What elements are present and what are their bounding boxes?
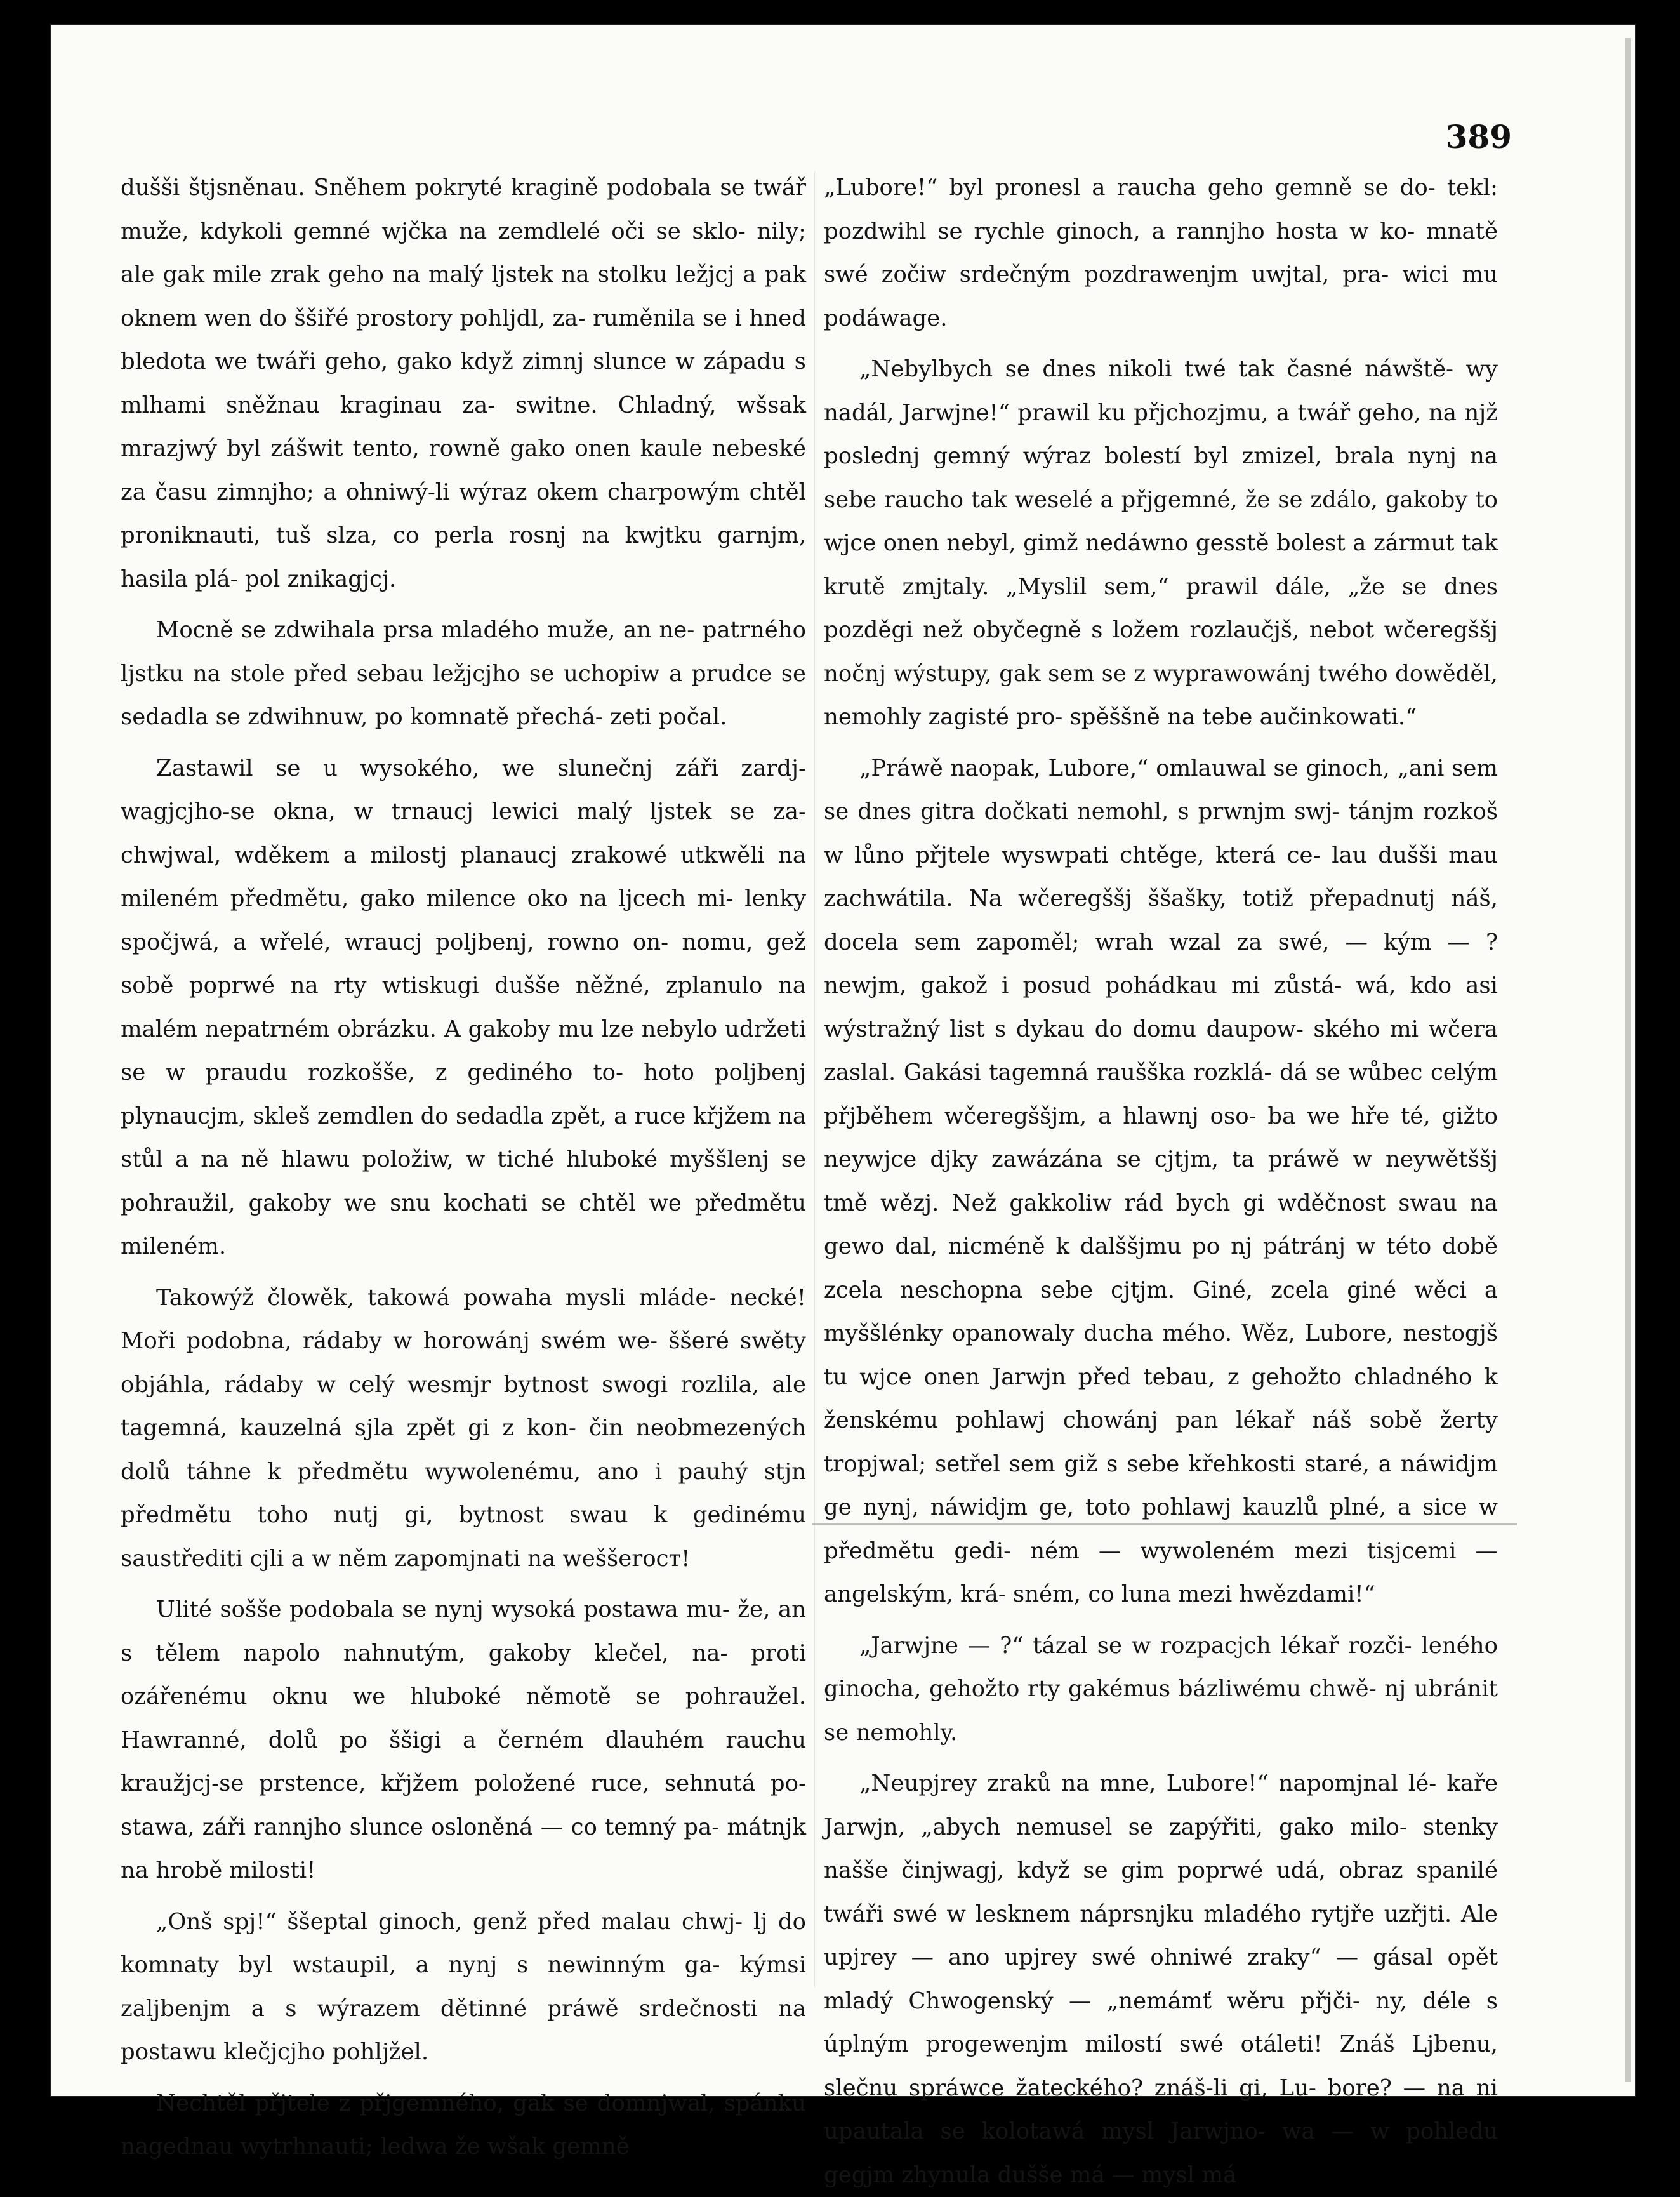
paragraph: „Neupjrey zraků na mne, Lubore!“ napomjnal lé- kaře Jarwjn, „abych nemusel se zapýřiti, gako milo- stenky našše činjwagj, když se gim poprwé udá, obraz spanilé twáři swé w lesknem náprsnjku mladého rytjře uzřjti. Ale upjrey — ano upjrey swé ohniwé zraky“ — gásal opět mladý Chwogenský — „nemámť wěru přjči- ny, déle s úplným progewenjm milostí swé otáleti! Znáš Ljbenu, slečnu spráwce žateckého? znáš-li gi, Lu- bore? — na ni upautala se kolotawá mysl Jarwjno- wa — w pohledu gegjm zhynula dušše má — mysl má bbox=[824, 1770, 1498, 2188]
paragraph: dušši štjsněnau. Sněhem pokryté kragině podobala se twář muže, kdykoli gemné wjčka na zemdlelé oči se sklo- nily; ale gak mile zrak geho na malý ljstek na stolku ležjcj a pak oknem wen do ššiřé prostory pohljdl, za- ruměnila se i hned bledota we twáři geho, gako když zimnj slunce w západu s mlhami sněžnau kraginau za- switne. Chladný, wšsak mrazjwý byl zášwit tento, rowně gako onen kaule nebeské za času zimnjho; a ohniwý-li wýraz okem charpowým chtěl proniknauti, tuš slza, co perla rosnj na kwjtku garnjm, hasila plá- pol znikagjcj. bbox=[121, 175, 806, 592]
paragraph: „Jarwjne — ?“ tázal se w rozpacjch lékař rozči- leného ginocha, gehožto rty gakémus bázliwému chwě- nj ubránit se nemohly. bbox=[824, 1632, 1498, 1746]
paragraph: „Lubore!“ byl pronesl a raucha geho gemně se do- tekl: pozdwihl se rychle ginoch, a rannjho hosta w ko- mnatě swé zočiw srdečným pozdrawenjm uwjtal, pra- wici mu podáwage. bbox=[824, 175, 1498, 331]
left-text-column bbox=[121, 166, 806, 2160]
paragraph: Zastawil se u wysokého, we slunečnj záři zardj- wagjcjho-se okna, w trnaucj lewici malý ljstek se za- chwjwal, wděkem a milostj planaucj zrakowé utkwěli na mileném předmětu, gako milence oko na ljcech mi- lenky spočjwá, a wřelé, wraucj poljbenj, rowno on- nomu, gež sobě poprwé na rty wtiskugi dušše něžné, zplanulo na malém nepatrném obrázku. A gakoby mu lze nebylo udržeti se w praudu rozkošše, z gediného to- hoto poljbenj plynaucjm, skleš zemdlen do sedadla zpět, a ruce křjžem na stůl a na ně hlawu položiw, w tiché hluboké myššlenj se pohraužil, gakoby we snu kochati se chtěl we předmětu mileném. bbox=[121, 755, 806, 1259]
page-number: 389 bbox=[1445, 118, 1512, 156]
paragraph: „Onš spj!“ ššeptal ginoch, genž před malau chwj- lj do komnaty byl wstaupil, a nynj s newinným ga- kýmsi zaljbenjm a s wýrazem dětinné práwě srdečnosti na postawu klečjcjho pohljžel. bbox=[121, 1908, 806, 2065]
paragraph: Nechtěl přjtele z přjgemného, gak se domnjwal, spánku nagednau wytrhnauti; ledwa že wšak gemně bbox=[121, 2090, 806, 2160]
paper-fold-line bbox=[812, 1523, 1517, 1525]
paragraph: „Nebylbych se dnes nikoli twé tak časné náwště- wy nadál, Jarwjne!“ prawil ku přjchozjmu, a twář geho, na njž poslednj gemný wýraz bolestí byl zmizel, brala nynj na sebe raucho tak weselé a přjgemné, že se zdálo, gakoby to wjce onen nebyl, gimž nedáwno gesstě bolest a zármut tak krutě zmjtaly. „Myslil sem,“ prawil dále, „že se dnes pozděgi než obyčegně s ložem rozlaučjš, nebot wčeregššj nočnj wýstupy, gak sem se z wyprawowánj twého dowěděl, nemohly zagisté pro- spěššně na tebe aučinkowati.“ bbox=[824, 356, 1498, 730]
right-text-column bbox=[824, 166, 1498, 2188]
paragraph: Mocně se zdwihala prsa mladého muže, an ne- patrného ljstku na stole před sebau ležjcjho se uchopiw a prudce se sedadla se zdwihnuw, po komnatě přechá- zeti počal. bbox=[121, 617, 806, 730]
paragraph: „Práwě naopak, Lubore,“ omlauwal se ginoch, „ani sem se dnes gitra dočkati nemohl, s prwnjm swj- tánjm rozkoš w lůno přjtele wyswpati chtěge, která ce- lau dušši mau zachwátila. Na wčeregššj ššašky, totiž přepadnutj náš, docela sem zapoměl; wrah wzal za swé, — kým — ? newjm, gakož i posud pohádkau mi zůstá- wá, kdo asi wýstražný list s dykau do domu daupow- ského mi wčera zaslal. Gakási tagemná raušška rozklá- dá se wůbec celým přjběhem wčeregššjm, a hlawnj oso- ba we hře té, gižto neywjce djky zawázána se cjtjm, ta práwě w neywětššj tmě wězj. Než gakkoliw rád bych gi wděčnost swau na gewo dal, nicméně k dalššjmu po nj pátránj w této době zcela neschopna sebe cjtjm. Giné, zcela giné wěci a myššlénky opanowaly ducha mého. Wěz, Lubore, nestogjš tu wjce onen Jarwjn před tebau, z gehožto chladného k ženskému pohlawj chowánj pan lékař náš sobě žerty tropjwal; setřel sem giž s sebe křehkosti staré, a náwidjm ge nynj, náwidjm ge, toto pohlawj kauzlů plné, a sice w předmětu gedi- ném — wywoleném mezi tisjcemi — angelským, krá- sném, co luna mezi hwězdami!“ bbox=[824, 755, 1498, 1607]
paragraph: Ulité sošše podobala se nynj wysoká postawa mu- že, an s tělem napolo nahnutým, gakoby klečel, na- proti ozářenému oknu we hluboké němotě se pohraužel. Hawranné, dolů po ššigi a černém dlauhém rauchu kraužjcj-se prstence, křjžem položené ruce, sehnutá po- stawa, záři rannjho slunce osloněná — co temný pa- mátnjk na hrobě milosti! bbox=[121, 1596, 806, 1883]
paragraph: Takowýž člowěk, takowá powaha mysli mláde- necké! Moři podobna, rádaby w horowánj swém we- ššeré swěty objáhla, rádaby w celý wesmjr bytnost swogi rozlila, ale tagemná, kauzelná sjla zpět gi z kon- čin neobmezených dolů táhne k předmětu wywolenému, ano i pauhý stjn předmětu toho nutj gi, bytnost swau k gedinému saustřediti cjli a w něm zapomjnati na weššeroст! bbox=[121, 1284, 806, 1572]
page-edge bbox=[1625, 38, 1631, 2082]
column-gutter bbox=[814, 171, 815, 1987]
